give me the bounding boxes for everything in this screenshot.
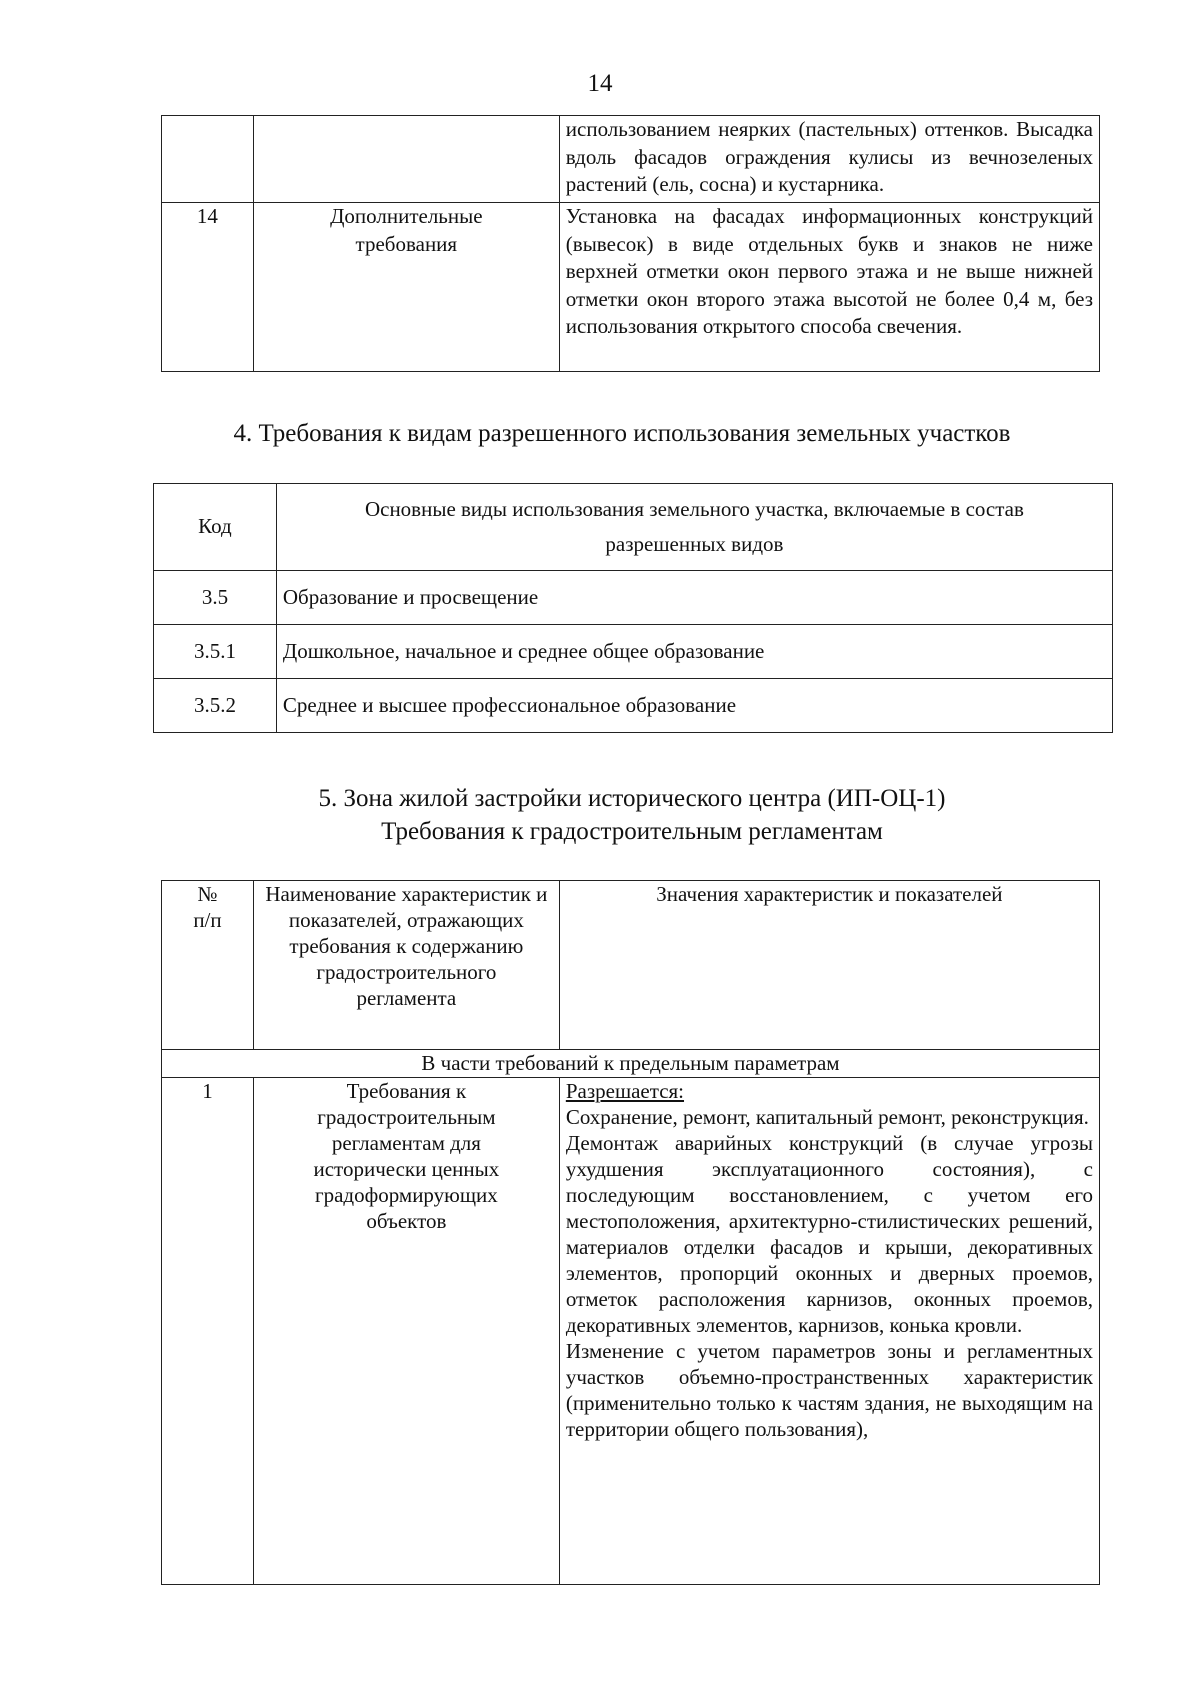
table-row xyxy=(154,679,1113,733)
permitted-uses-table xyxy=(153,483,1113,733)
use-code: 3.5.2 xyxy=(154,679,277,733)
table-row xyxy=(154,625,1113,679)
row-name xyxy=(253,116,559,203)
use-code: 3.5 xyxy=(154,571,277,625)
allowed-label: Разрешается: xyxy=(565,1079,685,1103)
use-description: Дошкольное, начальное и среднее общее образование xyxy=(276,625,1112,679)
table-row xyxy=(154,571,1113,625)
name-header: Наименование характеристик и показателей, отражающих требования к содержанию градостроительного регламента xyxy=(253,881,559,1050)
use-description: Образование и просвещение xyxy=(276,571,1112,625)
section5-subtitle: Требования к градостроительным регламентам xyxy=(381,818,883,845)
table-row xyxy=(162,203,1100,372)
code-header: Код xyxy=(154,484,277,571)
row-number: 1 xyxy=(162,1078,254,1585)
row-value xyxy=(559,1078,1099,1585)
table-header-row xyxy=(154,484,1113,571)
row-value: Установка на фасадах информационных конструкций (вывесок) в виде отдельных букв и знаков не ниже верхней отметки окон первого этажа и не выше нижней отметки окон второго этажа высотой не более 0,4 м, без использования открытого способа свечения. xyxy=(559,203,1099,372)
zone-regulations-table xyxy=(161,880,1100,1585)
description-header: Основные виды использования земельного участка, включаемые в состав разрешенных видов xyxy=(276,484,1112,571)
value-paragraph: Демонтаж аварийных конструкций (в случае угрозы ухудшения эксплуатационного состояния), с последующим восстановлением, с учетом его местоположения, архитектурно-стилистических решений, материалов отделки фасадов и крыши, декоративных элементов, пропорций оконных и дверных проемов, отметок расположения карнизов, оконных проемов, декоративных элементов, карнизов, конька кровли. xyxy=(565,1131,1093,1337)
section4-title: 4. Требования к видам разрешенного использования земельных участков xyxy=(233,420,1011,447)
value-header: Значения характеристик и показателей xyxy=(559,881,1099,1050)
table-header-row xyxy=(162,881,1100,1050)
number-header: № п/п xyxy=(162,881,254,1050)
limits-subheader: В части требований к предельным параметрам xyxy=(162,1050,1100,1078)
page-number: 14 xyxy=(587,70,613,97)
table-row xyxy=(162,116,1100,203)
value-paragraph: Изменение с учетом параметров зоны и регламентных участков объемно-пространственных характеристик (применительно только к частям здания, не выходящим на территории общего пользования), xyxy=(565,1339,1093,1441)
row-number xyxy=(162,116,254,203)
requirements-table-continued xyxy=(161,115,1100,372)
row-value: использованием неярких (пастельных) оттенков. Высадка вдоль фасадов ограждения кулисы из вечнозеленых растений (ель, сосна) и кустарника. xyxy=(559,116,1099,203)
row-number: 14 xyxy=(162,203,254,372)
use-description: Среднее и высшее профессиональное образование xyxy=(276,679,1112,733)
row-name: Дополнительные требования xyxy=(253,203,559,372)
value-paragraph: Сохранение, ремонт, капитальный ремонт, реконструкция. xyxy=(565,1105,1089,1129)
table-row xyxy=(162,1078,1100,1585)
row-name: Требования к градостроительным регламентам для исторически ценных градоформирующих объектов xyxy=(253,1078,559,1585)
table-subheader-row xyxy=(162,1050,1100,1078)
use-code: 3.5.1 xyxy=(154,625,277,679)
section5-title: 5. Зона жилой застройки исторического центра (ИП-ОЦ-1) xyxy=(318,785,946,812)
